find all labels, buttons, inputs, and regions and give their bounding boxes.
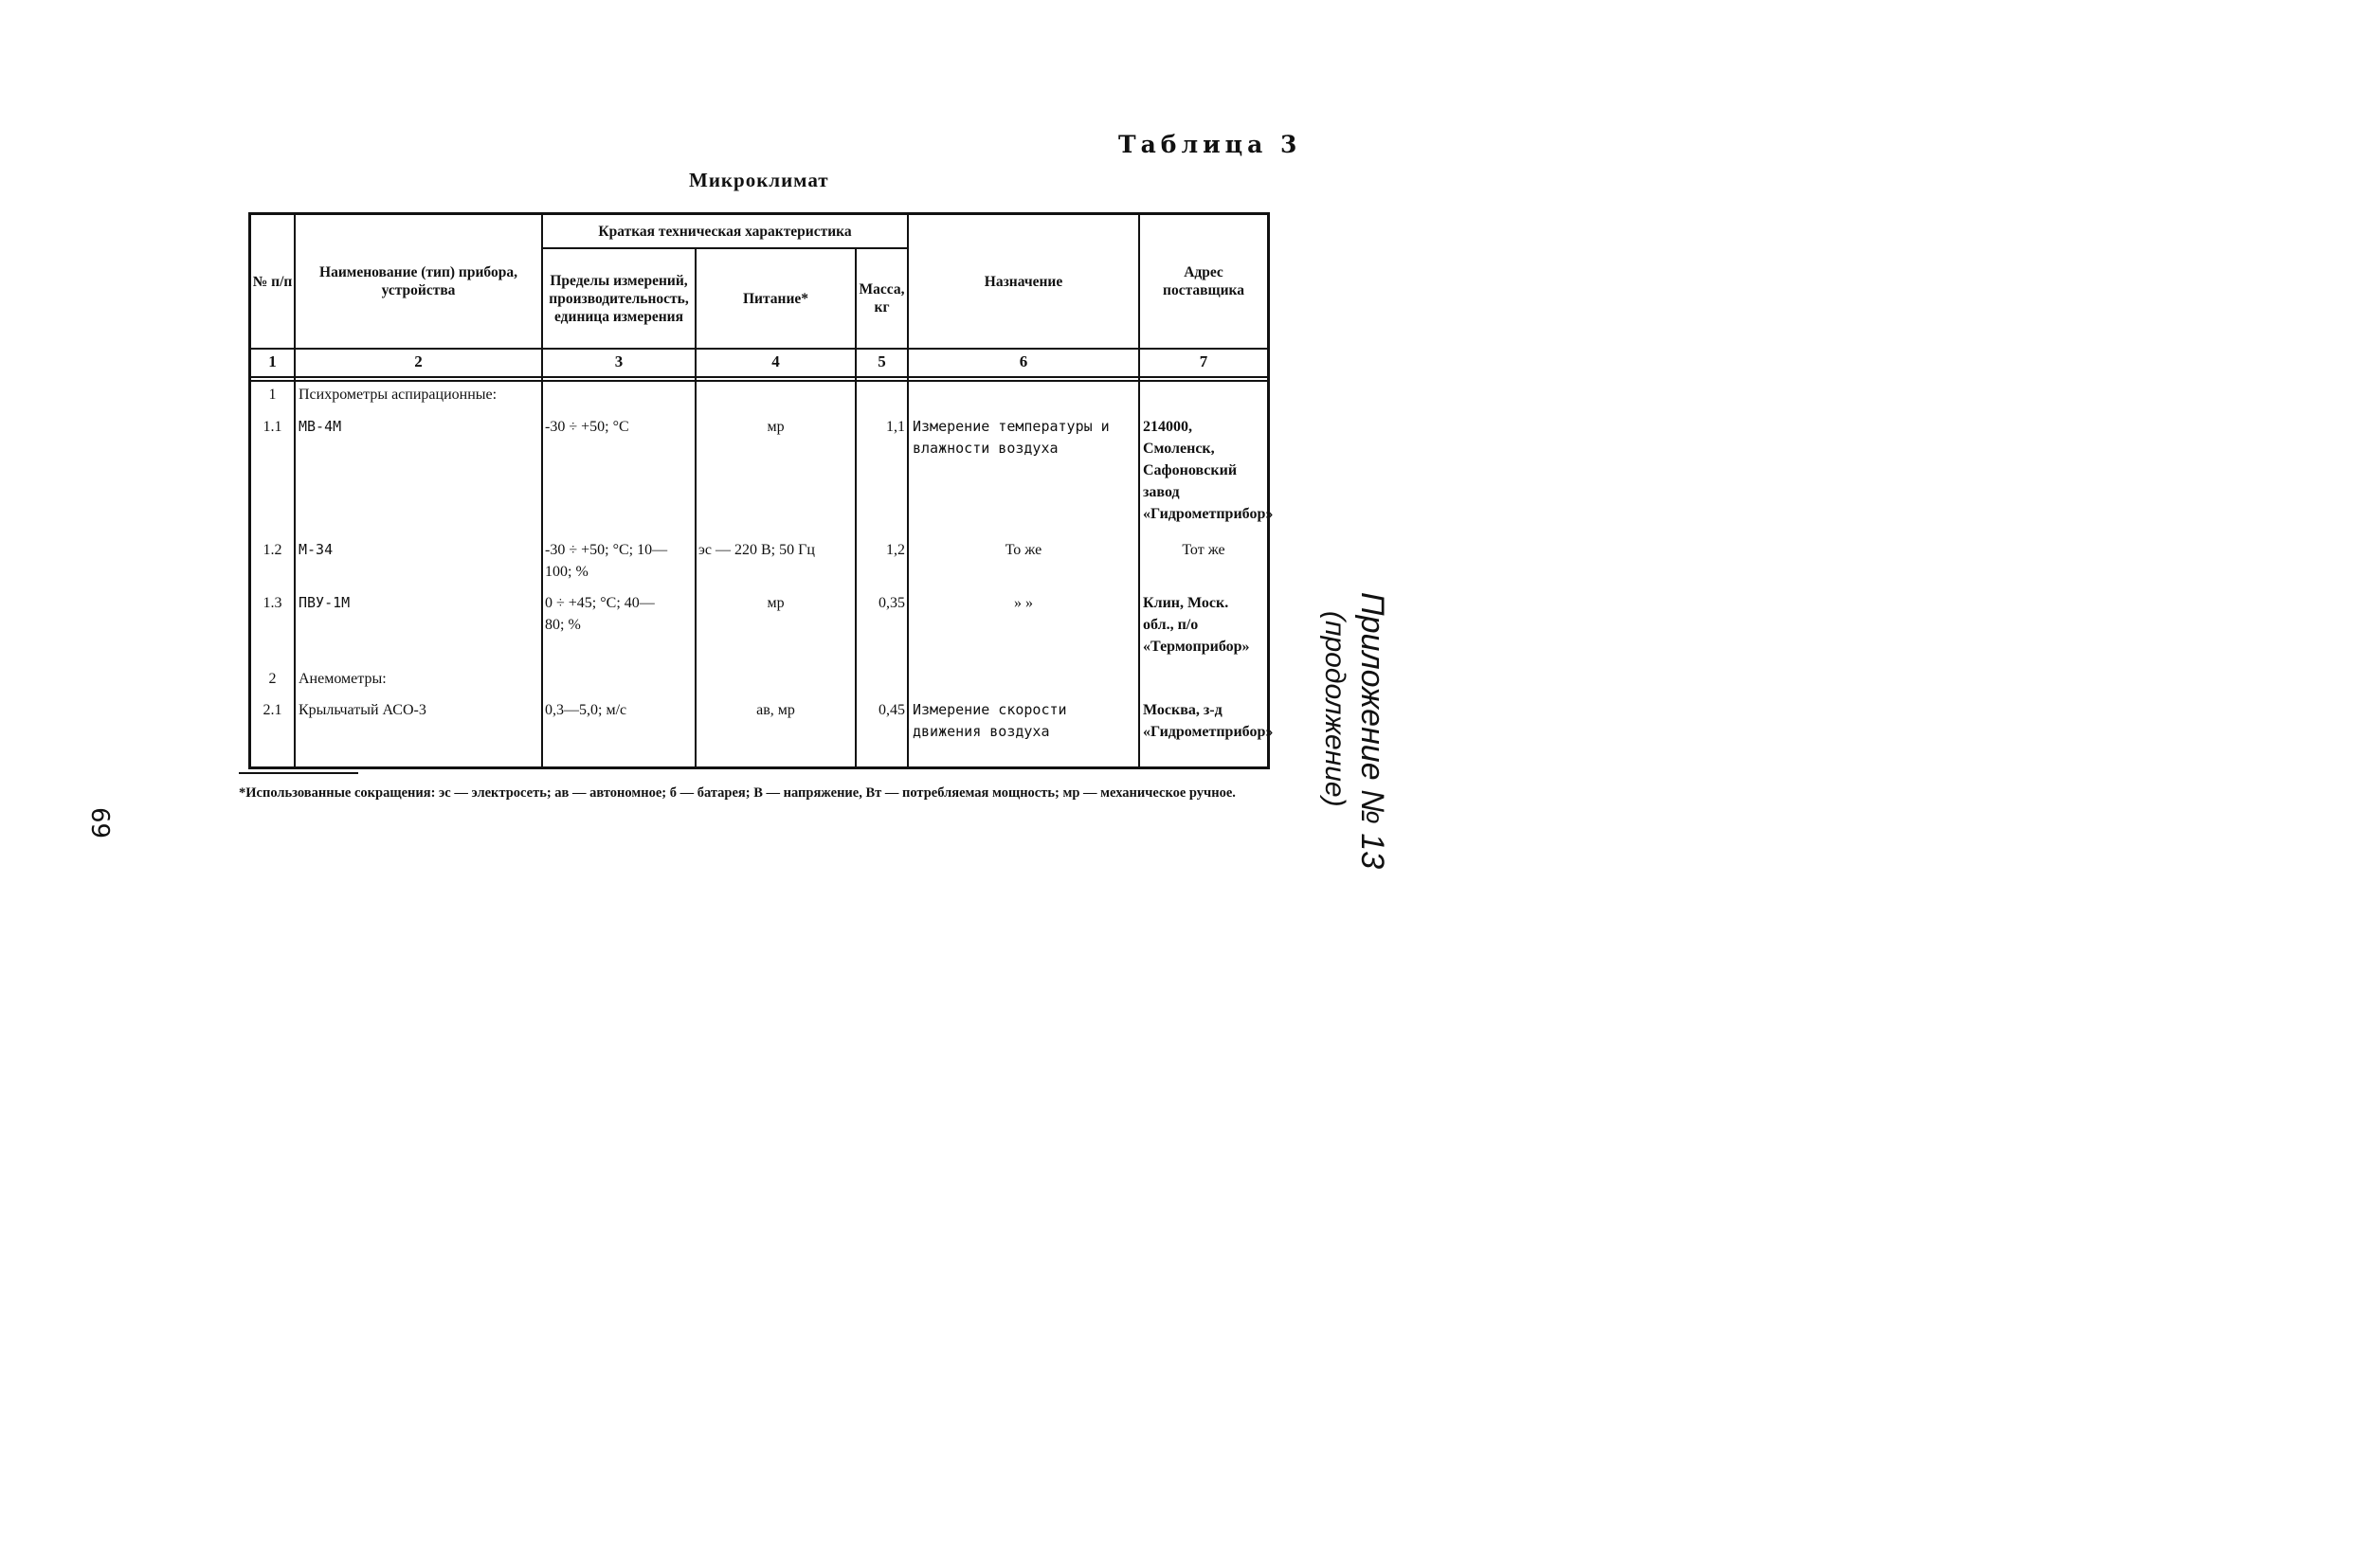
header-tech-group: Краткая техническая характеристика [598, 223, 852, 240]
column-number: 2 [414, 352, 423, 370]
measurement-limits: 0,3—5,0; м/с [545, 702, 627, 718]
row-number: 2 [268, 671, 277, 687]
row-divider [251, 376, 1267, 378]
column-number: 5 [878, 352, 886, 370]
footnote: *Использованные сокращения: эс — электросеть; ав — автономное; б — батарея; В — напряжение, Вт — потребляемая мощность; мр — механическое ручное. [239, 785, 1236, 801]
column-number: 6 [1019, 352, 1028, 370]
column-number: 1 [268, 352, 277, 370]
power-supply: эс — 220 В; 50 Гц [698, 542, 815, 558]
purpose-text: » » [1014, 595, 1033, 611]
row-number: 1.2 [263, 542, 282, 558]
header-name: Наименование (тип) прибора, устройства [319, 264, 517, 298]
device-name: Психрометры аспирационные: [299, 387, 498, 403]
header-mass: Масса, кг [859, 281, 905, 315]
footnote-rule [239, 772, 358, 774]
row-number: 1.3 [263, 595, 282, 611]
power-supply: ав, мр [756, 702, 795, 718]
row-number: 1.1 [263, 419, 282, 435]
appendix-caption-title: Приложение № 13 [1354, 592, 1390, 870]
row-number: 2.1 [263, 702, 282, 718]
appendix-caption [1315, 592, 1391, 869]
device-name: Анемометры: [299, 671, 387, 687]
header-power: Питание* [742, 290, 809, 307]
header-no: № п/п [252, 273, 293, 290]
power-supply: мр [767, 595, 785, 611]
row-divider [251, 348, 1267, 350]
power-supply: мр [767, 419, 785, 435]
column-number: 4 [771, 352, 780, 370]
mass-value: 1,2 [886, 542, 905, 558]
measurement-limits: -30 ÷ +50; °С [545, 419, 629, 435]
purpose-text: То же [1005, 542, 1042, 558]
purpose-text: Измерение скорости движения воздуха [913, 701, 1067, 740]
mass-value: 0,45 [879, 702, 905, 718]
appendix-caption-subtitle: (продолжение) [1319, 611, 1350, 807]
mass-value: 0,35 [879, 595, 905, 611]
device-name: ПВУ-1М [299, 594, 351, 611]
supplier-address: Клин, Моск. обл., п/о «Термоприбор» [1143, 595, 1250, 655]
supplier-address: 214000, Смоленск, Сафоновский завод «Гидрометприбор» [1143, 419, 1274, 522]
measurement-limits: -30 ÷ +50; °С; 10—100; % [545, 542, 668, 580]
purpose-text: Измерение температуры и влажности воздуха [913, 418, 1110, 457]
supplier-address: Тот же [1182, 542, 1225, 558]
header-purpose: Назначение [984, 273, 1063, 290]
column-number: 7 [1199, 352, 1208, 370]
page-number: 69 [85, 807, 114, 839]
header-supplier: Адрес поставщика [1163, 264, 1244, 298]
supplier-address: Москва, з-д «Гидрометприбор» [1143, 702, 1274, 740]
row-number: 1 [268, 387, 277, 403]
device-name: МВ-4М [299, 418, 342, 435]
header-limits: Пределы измерений, производительность, единица измерения [549, 272, 689, 325]
mass-value: 1,1 [886, 419, 905, 435]
row-divider [251, 380, 1267, 382]
data-table [248, 212, 1274, 769]
device-name: Крыльчатый АСО-3 [299, 702, 426, 718]
device-name: М-34 [299, 541, 334, 558]
table-title: Микроклимат [689, 169, 829, 191]
column-number: 3 [614, 352, 624, 370]
measurement-limits: 0 ÷ +45; °С; 40—80; % [545, 595, 655, 633]
table-label: Таблица 3 [1118, 131, 1302, 158]
